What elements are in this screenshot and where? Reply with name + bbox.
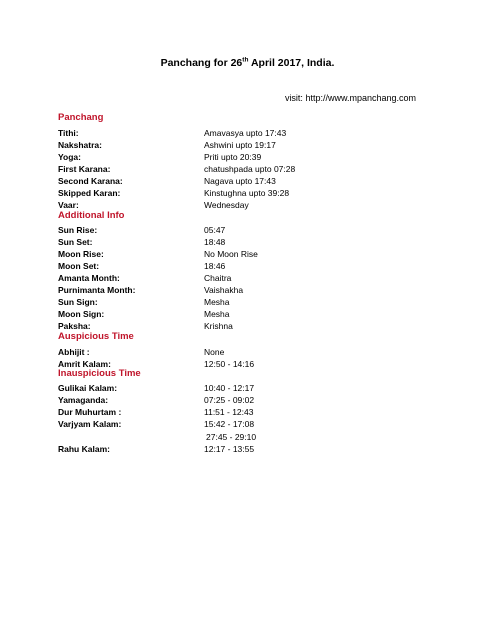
dur-muhurtam-value: 11:51 - 12:43 [204, 407, 254, 417]
moon-sign-label: Moon Sign: [58, 309, 105, 319]
sun-sign-value: Mesha [204, 297, 230, 307]
title-superscript: th [242, 56, 249, 64]
tithi-value: Amavasya upto 17:43 [204, 128, 287, 138]
nakshatra-label: Nakshatra: [58, 140, 102, 150]
moon-sign-value: Mesha [204, 309, 230, 319]
yamaganda-value: 07:25 - 09:02 [204, 395, 255, 405]
second-karana-value: Nagava upto 17:43 [204, 176, 276, 186]
gulikai-kalam-label: Gulikai Kalam: [58, 383, 118, 393]
yoga-value: Priti upto 20:39 [204, 152, 262, 162]
amrit-kalam-value: 12:50 - 14:16 [204, 359, 255, 369]
rahu-kalam-value: 12:17 - 13:55 [204, 444, 255, 454]
section-additional-info-heading: Additional Info [58, 210, 125, 221]
varjyam-kalam-label: Varjyam Kalam: [58, 419, 122, 429]
gulikai-kalam-value: 10:40 - 12:17 [204, 383, 255, 393]
first-karana-value: chatushpada upto 07:28 [204, 164, 296, 174]
page-title [0, 57, 495, 69]
amanta-month-label: Amanta Month: [58, 273, 120, 283]
abhijit-value: None [204, 347, 225, 357]
varjyam-kalam-value-2: 27:45 - 29:10 [206, 432, 257, 442]
sun-rise-label: Sun Rise: [58, 225, 98, 235]
moon-rise-value: No Moon Rise [204, 249, 258, 259]
nakshatra-value: Ashwini upto 19:17 [204, 140, 276, 150]
purnimanta-month-value: Vaishakha [204, 285, 244, 295]
vaar-label: Vaar: [58, 200, 79, 210]
dur-muhurtam-label: Dur Muhurtam : [58, 407, 122, 417]
paksha-label: Paksha: [58, 321, 91, 331]
skipped-karan-label: Skipped Karan: [58, 188, 121, 198]
title-prefix: Panchang for 26 [160, 57, 243, 69]
purnimanta-month-label: Purnimanta Month: [58, 285, 136, 295]
amrit-kalam-label: Amrit Kalam: [58, 359, 111, 369]
skipped-karan-value: Kinstughna upto 39:28 [204, 188, 290, 198]
vaar-value: Wednesday [204, 200, 249, 210]
yamaganda-label: Yamaganda: [58, 395, 109, 405]
section-auspicious-time-heading: Auspicious Time [58, 331, 134, 342]
sun-rise-value: 05:47 [204, 225, 226, 235]
sun-set-value: 18:48 [204, 237, 226, 247]
moon-set-value: 18:46 [204, 261, 226, 271]
varjyam-kalam-value: 15:42 - 17:08 [204, 419, 255, 429]
abhijit-label: Abhijit : [58, 347, 90, 357]
moon-set-label: Moon Set: [58, 261, 100, 271]
second-karana-label: Second Karana: [58, 176, 123, 186]
tithi-label: Tithi: [58, 128, 79, 138]
yoga-label: Yoga: [58, 152, 81, 162]
moon-rise-label: Moon Rise: [58, 249, 104, 259]
section-panchang-heading: Panchang [58, 112, 104, 123]
sun-sign-label: Sun Sign: [58, 297, 98, 307]
paksha-value: Krishna [204, 321, 233, 331]
visit-link[interactable]: visit: http://www.mpanchang.com [284, 93, 416, 103]
first-karana-label: First Karana: [58, 164, 111, 174]
title-suffix: April 2017, India. [248, 57, 335, 69]
sun-set-label: Sun Set: [58, 237, 93, 247]
rahu-kalam-label: Rahu Kalam: [58, 444, 110, 454]
section-inauspicious-time-heading: Inauspicious Time [58, 368, 141, 379]
amanta-month-value: Chaitra [204, 273, 232, 283]
